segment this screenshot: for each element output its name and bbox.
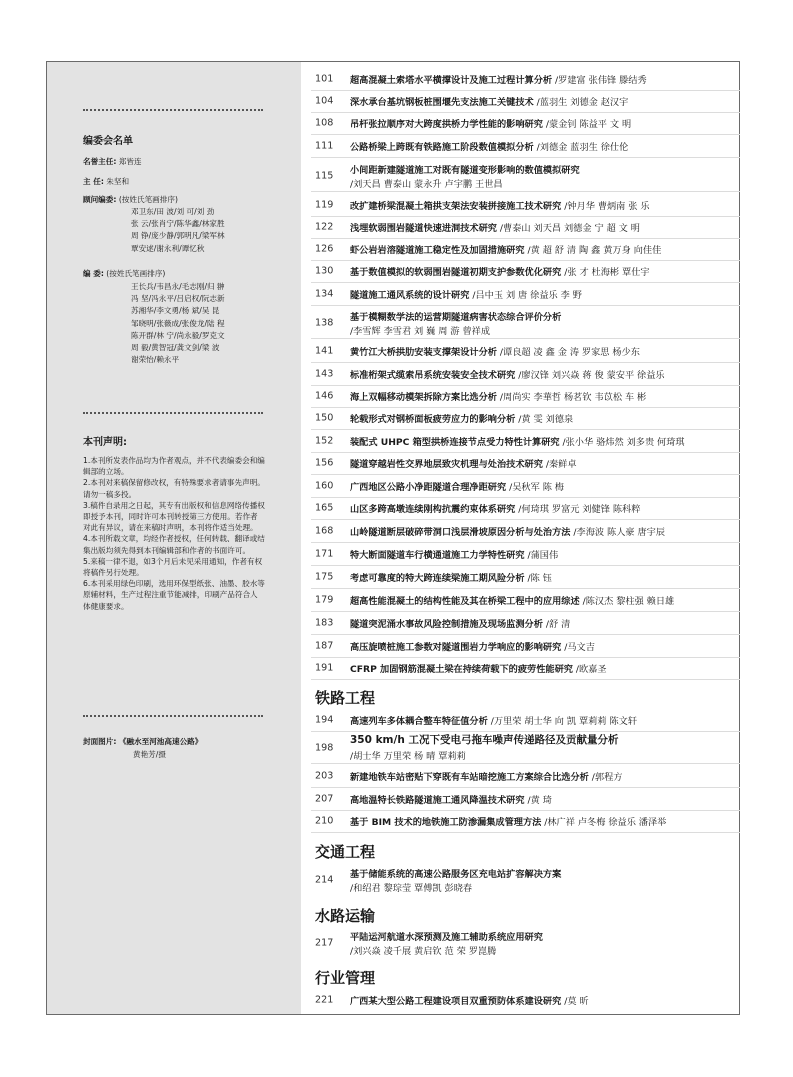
toc-title: 超高混凝土索塔水平横撑设计及施工过程计算分析 (350, 75, 553, 86)
entry-divider (311, 588, 740, 589)
advisors-label: 顾问编委: (83, 195, 117, 204)
advisor-line: 周 铮/庞少静/郭明凡/梁军林 (131, 231, 225, 241)
toc-authors: /谭良超 凌 鑫 金 涛 罗家思 杨少东 (499, 347, 640, 358)
notice-item: 5.来稿一律不退，如3个月后未见采用通知，作者有权将稿件另行处理。 (83, 556, 263, 578)
toc-title: 海上双幅移动模架拆除方案比选分析 (350, 392, 497, 403)
toc-page-number: 191 (315, 662, 334, 674)
toc-title: 山岭隧道断层破碎带洞口浅层滑坡原因分析与处治方法 (350, 527, 571, 538)
toc-authors: /刘兴焱 凌千展 黄启钦 范 荣 罗崑腾 (350, 946, 497, 957)
toc-authors: /黄 超 舒 清 陶 鑫 黄万身 向佳佳 (527, 245, 662, 256)
entry-divider (311, 832, 740, 833)
director-label: 主 任: (83, 177, 104, 186)
editors-list (131, 281, 225, 366)
entry-divider (311, 429, 740, 430)
toc-authors: /秦鲜卓 (545, 459, 577, 470)
entry-divider (311, 474, 740, 475)
toc-authors: /曹泰山 刘天昌 刘德金 宁 超 文 明 (499, 223, 640, 234)
entry-divider (311, 679, 740, 680)
toc-page-number: 207 (315, 793, 334, 805)
toc-authors: /马文吉 (564, 642, 595, 653)
toc-page-number: 146 (315, 390, 334, 402)
toc-page-number: 111 (315, 140, 334, 152)
entry-divider (311, 338, 740, 339)
toc-authors: /郭程方 (591, 772, 623, 783)
toc-entry[interactable] (301, 734, 740, 762)
toc-entry[interactable] (301, 766, 740, 786)
notice-item: 1.本刊所发表作品均为作者观点，并不代表编委会和编辑部的立场。 (83, 456, 265, 477)
toc-title: 350 km/h 工况下受电弓拖车噪声传递路径及贡献量分析 (350, 734, 619, 746)
toc-entry[interactable] (301, 636, 740, 656)
toc-title: 隧道突泥涌水事故风险控制措施及现场监测分析 (350, 619, 543, 630)
cover-label: 封面图片: (83, 737, 117, 746)
notice-item: 6.本刊采用绿色印刷，选用环保型纸张、油墨、胶水等原辅材料，生产过程注重节能减排，印刷产品符合人体健康要求。 (83, 579, 265, 611)
toc-entry[interactable] (301, 498, 740, 518)
toc-title: 小间距新建隧道施工对既有隧道变形影响的数值模拟研究 (350, 165, 580, 176)
toc-page-number: 175 (315, 571, 334, 583)
toc-entry[interactable] (301, 613, 740, 633)
toc-authors: /陈 钰 (527, 573, 552, 584)
advisor-line: 张 云/张肖宁/陈华鑫/林家胜 (131, 219, 225, 229)
entry-divider (311, 787, 740, 788)
toc-authors: /欧嘉圣 (575, 664, 607, 675)
toc-title: 基于 BIM 技术的地铁施工防渗漏集成管理方法 (350, 817, 542, 828)
advisors-list (131, 206, 225, 255)
toc-page-number: 165 (315, 502, 334, 514)
editor-line: 苏湘华/李文勇/杨 斌/吴 昆 (131, 306, 220, 316)
toc-entry[interactable] (301, 386, 740, 406)
entry-divider (311, 157, 740, 158)
toc-title: 轮载形式对钢桥面板疲劳应力的影响分析 (350, 414, 516, 425)
editor-line: 邹晓明/张薇成/张俊龙/陆 程 (131, 318, 225, 328)
toc-authors: /林广祥 卢冬梅 徐益乐 潘泽举 (544, 817, 667, 828)
toc-authors: /黄 雯 刘德泉 (518, 414, 574, 425)
entry-divider (311, 134, 740, 135)
section-heading: 行业管理 (315, 969, 376, 987)
toc-entry[interactable] (301, 658, 740, 678)
toc-entry[interactable] (301, 309, 740, 337)
toc-page-number: 138 (315, 317, 334, 329)
toc-entry[interactable] (301, 261, 740, 281)
entry-divider (311, 191, 740, 192)
toc-entry[interactable] (301, 69, 740, 89)
toc-title: 高压旋喷桩施工参数对隧道围岩力学响应的影响研究 (350, 642, 562, 653)
toc-title: 新建地铁车站密贴下穿既有车站暗挖施工方案综合比选分析 (350, 772, 589, 783)
editors-label: 编 委: (83, 269, 104, 278)
entry-divider (311, 763, 740, 764)
toc-title: 改扩建桥梁混凝土箱拱支架法安装拼接施工技术研究 (350, 201, 562, 212)
cover-row (83, 736, 202, 748)
cover-credit: 黄艳芳/摄 (133, 750, 166, 759)
toc-page-number: 134 (315, 288, 334, 300)
toc-title: 高速列车多体耦合整车特征值分析 (350, 716, 488, 727)
toc-page-number: 203 (315, 770, 334, 782)
toc-entry[interactable] (301, 195, 740, 215)
toc-authors: /蓝羽生 刘德金 赵汉宇 (536, 97, 629, 108)
toc-authors: /吴秋军 陈 梅 (509, 482, 564, 493)
honorary-chief-label: 名誉主任: (83, 157, 117, 166)
toc-entry[interactable] (301, 789, 740, 809)
entry-divider (311, 542, 740, 543)
honorary-chief-name: 郑皆连 (118, 157, 142, 166)
toc-page-number: 160 (315, 480, 334, 492)
toc-title: 山区多跨高墩连续刚构抗震约束体系研究 (350, 504, 516, 515)
toc-authors: /李雪辉 李雪君 刘 巍 周 游 曾祥成 (350, 326, 491, 337)
toc-entry[interactable] (301, 710, 740, 730)
entry-divider (311, 282, 740, 283)
toc-title: 标准桁架式缆索吊系统安装安全技术研究 (350, 370, 516, 381)
toc-title: 基于储能系统的高速公路服务区充电站扩容解决方案 (350, 869, 562, 880)
toc-title: 公路桥梁上跨既有铁路施工阶段数值模拟分析 (350, 142, 534, 153)
toc-entry[interactable] (301, 476, 740, 496)
toc-page-number: 101 (315, 73, 334, 85)
toc-title: 隧道施工通风系统的设计研究 (350, 290, 470, 301)
advisors-note: (按姓氏笔画排序) (118, 195, 178, 204)
section-heading: 铁路工程 (315, 689, 376, 707)
advisors-row (83, 194, 178, 206)
toc-page-number: 156 (315, 457, 334, 469)
toc-page-number: 168 (315, 525, 334, 537)
toc-page-number: 221 (315, 994, 334, 1006)
toc-entry[interactable] (301, 544, 740, 564)
toc-page-number: 194 (315, 714, 334, 726)
notice-title: 本刊声明: (83, 437, 127, 448)
notice-item: 3.稿件自录用之日起，其专有出版权和信息网络传播权即授予本刊，同时许可本刊转授第三方使用。若作者对此有异议，请在来稿时声明，本刊将作适当处理。 (83, 500, 265, 533)
toc-title: 高地温特长铁路隧道施工通风降温技术研究 (350, 795, 525, 806)
toc-page-number: 150 (315, 412, 334, 424)
notice-list (83, 455, 265, 612)
section-heading: 水路运输 (315, 907, 376, 925)
toc-authors: /胡士华 万里荣 杨 晴 覃莉莉 (350, 751, 466, 762)
toc-authors: /刘德金 蓝羽生 徐仕伦 (536, 142, 629, 153)
toc-title: 广西地区公路小净距隧道合理净距研究 (350, 482, 507, 493)
toc-entry[interactable] (301, 284, 740, 304)
notice-item: 4.本刊所载文章，均经作者授权，任何转载、翻译或结集出版均须先得到本刊编辑部和作者的书面许可。 (83, 534, 265, 555)
toc-entry[interactable] (301, 239, 740, 259)
toc-page-number: 214 (315, 874, 334, 886)
toc-authors: /吕中玉 刘 唐 徐益乐 李 野 (472, 290, 582, 301)
toc-title: 浅埋软弱围岩隧道快速进洞技术研究 (350, 223, 497, 234)
entry-divider (311, 634, 740, 635)
toc-entry[interactable] (301, 364, 740, 384)
divider (83, 109, 263, 111)
toc-page-number: 187 (315, 640, 334, 652)
toc-entry[interactable] (301, 866, 740, 894)
toc-authors: /刘天昌 曹泰山 蒙永升 卢宇鹏 王世昌 (350, 179, 503, 190)
editor-line: 周 毅/黄智冠/龚文剑/梁 波 (131, 343, 220, 353)
toc-authors: /张小华 骆炜然 刘多贵 何琦琪 (562, 437, 685, 448)
toc-page-number: 141 (315, 345, 334, 357)
toc-title: 超高性能混凝土的结构性能及其在桥梁工程中的应用综述 (350, 596, 580, 607)
toc-entry[interactable] (301, 590, 740, 610)
honorary-chief-row (83, 156, 142, 168)
toc-page-number: 152 (315, 435, 334, 447)
toc-entry[interactable] (301, 431, 740, 451)
toc-authors: /张 才 杜海彬 覃仕宇 (564, 267, 650, 278)
toc-authors: /李海波 陈人豪 唐宇辰 (573, 527, 666, 538)
toc-authors: /陈汉杰 黎柱强 赖日雄 (582, 596, 675, 607)
toc-entry[interactable] (301, 811, 740, 831)
toc-page-number: 115 (315, 170, 334, 182)
toc-authors: /和绍君 黎琮莹 覃傅凯 彭晓春 (350, 883, 473, 894)
editors-note: (按姓氏笔画排序) (106, 269, 166, 278)
entry-divider (311, 611, 740, 612)
divider (83, 412, 263, 414)
toc-entry[interactable] (301, 341, 740, 361)
toc-title: 基于数值模拟的软弱围岩隧道初期支护参数优化研究 (350, 267, 562, 278)
editor-line: 谢荣怡/赖永平 (131, 355, 180, 365)
toc-title: 基于模糊数学法的运营期隧道病害状态综合评价分析 (350, 312, 562, 323)
toc-authors: /蒲国伟 (527, 550, 559, 561)
editor-line: 冯 坚/冯永平/吕启权/阮志新 (131, 294, 225, 304)
toc-title: 平陆运河航道水深预测及施工辅助系统应用研究 (350, 932, 543, 943)
toc-authors: /钟月华 曹炳南 张 乐 (564, 201, 650, 212)
toc-authors: /蒙金钊 陈益平 文 明 (545, 119, 632, 130)
editor-line: 陈开群/林 宁/尚永毅/罗克文 (131, 330, 225, 340)
toc-page-number: 171 (315, 548, 334, 560)
editor-line: 王长兵/韦昌永/毛志刚/归 翀 (131, 282, 225, 291)
toc-page-number: 126 (315, 243, 334, 255)
toc-entry[interactable] (301, 567, 740, 587)
entry-divider (311, 362, 740, 363)
entry-divider (311, 305, 740, 306)
toc-title: 广西某大型公路工程建设项目双重预防体系建设研究 (350, 996, 562, 1007)
entry-divider (311, 565, 740, 566)
toc-authors: /黄 琦 (527, 795, 552, 806)
toc-entry[interactable] (301, 929, 740, 957)
toc-authors: /万里荣 胡士华 向 凯 覃莉莉 陈文轩 (490, 716, 638, 727)
toc-page-number: 198 (315, 742, 334, 754)
cover-title: 《融水至河池高速公路》 (118, 737, 203, 746)
entry-divider (311, 519, 740, 520)
toc-entry[interactable] (301, 408, 740, 428)
toc-title: 深水承台基坑钢板桩围堰先支法施工关键技术 (350, 97, 534, 108)
toc-page-number: 108 (315, 117, 334, 129)
director-row (83, 176, 129, 188)
toc-entry[interactable] (301, 990, 740, 1010)
section-heading: 交通工程 (315, 843, 376, 861)
toc-entry[interactable] (301, 217, 740, 237)
toc-page-number: 130 (315, 265, 334, 277)
toc-entry[interactable] (301, 136, 740, 156)
toc-title: 装配式 UHPC 箱型拱桥连接节点受力特性计算研究 (350, 437, 560, 448)
toc-title: 吊杆张拉顺序对大跨度拱桥力学性能的影响研究 (350, 119, 543, 130)
toc-entry[interactable] (301, 113, 740, 133)
toc-title: 考虑可靠度的特大跨连续梁施工期风险分析 (350, 573, 525, 584)
toc-entry[interactable] (301, 521, 740, 541)
advisor-line: 邓卫东/田 波/刘 可/刘 劲 (131, 207, 215, 216)
toc-title: 特大断面隧道车行横通道施工力学特性研究 (350, 550, 525, 561)
toc-entry[interactable] (301, 162, 740, 190)
toc-page-number: 179 (315, 594, 334, 606)
notice-item: 2.本刊对来稿保留修改权，有特殊要求者请事先声明。请勿一稿多投。 (83, 478, 265, 499)
toc-page-number: 119 (315, 199, 334, 211)
editors-row (83, 268, 165, 280)
toc-authors: /廖汉锋 刘兴焱 蒋 俊 蒙安平 徐益乐 (518, 370, 665, 381)
toc-page-number: 210 (315, 815, 334, 827)
toc-authors: /莫 昕 (564, 996, 589, 1007)
toc-authors: /周尚实 李華哲 杨茗钦 韦苡松 车 彬 (499, 392, 647, 403)
toc-page-number: 217 (315, 937, 334, 949)
toc-title: 隧道穿越岩性交界地层致灾机理与处治技术研究 (350, 459, 543, 470)
toc-authors: /罗建富 张伟锋 滕结秀 (555, 75, 647, 86)
committee-title: 编委会名单 (83, 136, 133, 147)
toc-title: CFRP 加固钢筋混凝土梁在持续荷载下的疲劳性能研究 (350, 664, 573, 675)
toc-title: 黄竹江大桥拱肋安装支撑架设计分析 (350, 347, 497, 358)
toc-page-number: 183 (315, 617, 334, 629)
toc-title: 虾公岩岩溶隧道施工稳定性及加固措施研究 (350, 245, 525, 256)
director-name: 朱坚和 (106, 177, 130, 186)
toc-authors: /舒 清 (545, 619, 571, 630)
advisor-line: 覃安逑/谢永利/谭忆秋 (131, 243, 205, 253)
toc-page-number: 104 (315, 95, 334, 107)
toc-entry[interactable] (301, 91, 740, 111)
toc-page-number: 143 (315, 368, 334, 380)
toc-page-number: 122 (315, 221, 334, 233)
divider (83, 715, 263, 717)
toc-entry[interactable] (301, 453, 740, 473)
toc-authors: /何琦琪 罗富元 刘健锋 陈科粹 (518, 504, 641, 515)
